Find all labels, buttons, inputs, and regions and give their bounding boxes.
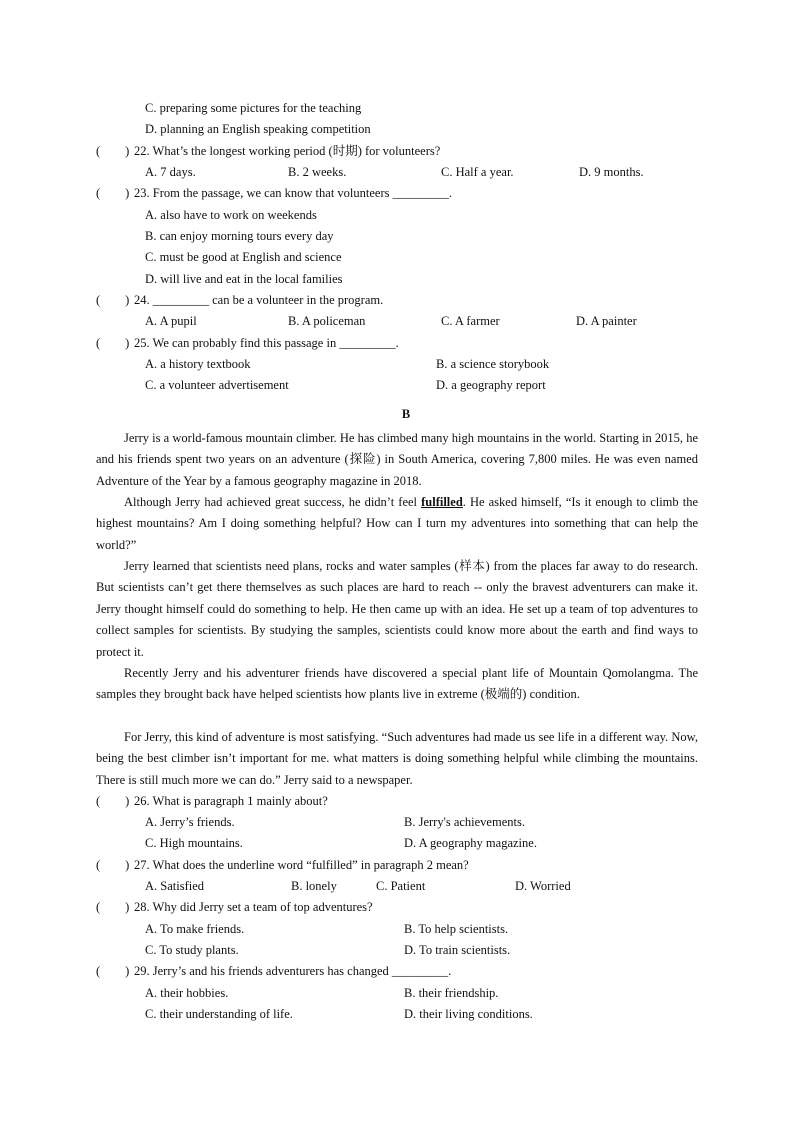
paragraph-2-text-before: Although Jerry had achieved great success, he didn’t feel <box>124 495 422 509</box>
q24-option-b: B. A policeman <box>288 314 366 328</box>
q22-option-b: B. 2 weeks. <box>288 165 347 179</box>
underlined-word-fulfilled: fulfilled <box>421 495 463 509</box>
q28-stem: 28. Why did Jerry set a team of top adventures? <box>134 900 373 914</box>
answer-bracket: ( ) <box>96 186 130 200</box>
q26-stem: 26. What is paragraph 1 mainly about? <box>134 794 328 808</box>
q29-stem: 29. Jerry’s and his friends adventurers has changed _________. <box>134 964 452 978</box>
q26-option-d: D. A geography magazine. <box>404 836 537 850</box>
passage-paragraph-3: Jerry learned that scientists need plans, rocks and water samples (样本) from the places far away to do research. But scientists can’t get there themselves as such places are hard to reach -- only the bravest adventurers can make it. Jerry thought himself could do something to help. He then came up with an idea. He set up a team of top adventures to collect samples for scientists. By studying the samples, scientists could know more about the earth and find ways to protect it. <box>96 559 698 659</box>
answer-bracket: ( ) <box>96 858 130 872</box>
q22-option-a: A. 7 days. <box>145 165 196 179</box>
answer-bracket: ( ) <box>96 964 130 978</box>
q27-option-b: B. lonely <box>291 879 337 893</box>
q25-option-b: B. a science storybook <box>436 357 550 371</box>
q23-stem: 23. From the passage, we can know that volunteers _________. <box>134 186 452 200</box>
q25-option-d: D. a geography report <box>436 378 546 392</box>
answer-bracket: ( ) <box>96 336 130 350</box>
q21-option-c: C. preparing some pictures for the teaching <box>145 101 362 115</box>
q24-stem: 24. _________ can be a volunteer in the program. <box>134 293 384 307</box>
answer-bracket: ( ) <box>96 900 130 914</box>
answer-bracket: ( ) <box>96 794 130 808</box>
q26-option-a: A. Jerry’s friends. <box>145 815 235 829</box>
q29-option-c: C. their understanding of life. <box>145 1007 293 1021</box>
passage-paragraph-5: For Jerry, this kind of adventure is most satisfying. “Such adventures had made us see life in a different way. Now, being the best climber isn’t important for me. what matters is doing something helpful while climbing the mountains. There is still much more we can do.” Jerry said to a newspaper. <box>96 730 698 787</box>
q23-option-c: C. must be good at English and science <box>145 250 342 264</box>
q28-option-b: B. To help scientists. <box>404 922 509 936</box>
paragraph-2-text-after: . He asked himself, “Is it enough to climb the highest mountains? Am I doing something helpful? How can I turn my adventures into something that can help the world?” <box>96 495 699 552</box>
q28-option-d: D. To train scientists. <box>404 943 511 957</box>
q27-option-d: D. Worried <box>515 879 571 893</box>
answer-bracket: ( ) <box>96 293 130 307</box>
q28-option-c: C. To study plants. <box>145 943 239 957</box>
q27-stem: 27. What does the underline word “fulfilled” in paragraph 2 mean? <box>134 858 469 872</box>
q24-option-c: C. A farmer <box>441 314 500 328</box>
q25-stem: 25. We can probably find this passage in _________. <box>134 336 399 350</box>
q25-option-c: C. a volunteer advertisement <box>145 378 289 392</box>
q23-option-d: D. will live and eat in the local families <box>145 272 343 286</box>
q22-option-d: D. 9 months. <box>579 165 644 179</box>
q22-stem: 22. What’s the longest working period (时期) for volunteers? <box>134 144 441 158</box>
q26-option-c: C. High mountains. <box>145 836 243 850</box>
q26-option-b: B. Jerry's achievements. <box>404 815 525 829</box>
q29-option-b: B. their friendship. <box>404 986 499 1000</box>
passage-paragraph-4: Recently Jerry and his adventurer friends have discovered a special plant life of Mountain Qomolangma. The samples they brought back have helped scientists how plants live in extreme (极端的) condition. <box>96 666 698 702</box>
q25-option-a: A. a history textbook <box>145 357 251 371</box>
q22-option-c: C. Half a year. <box>441 165 514 179</box>
q24-option-d: D. A painter <box>576 314 637 328</box>
passage-paragraph-2 <box>96 492 698 556</box>
q23-option-a: A. also have to work on weekends <box>145 208 317 222</box>
section-title: B <box>401 407 411 421</box>
q24-option-a: A. A pupil <box>145 314 197 328</box>
q23-option-b: B. can enjoy morning tours every day <box>145 229 334 243</box>
q21-option-d: D. planning an English speaking competition <box>145 122 371 136</box>
answer-bracket: ( ) <box>96 144 130 158</box>
q29-option-a: A. their hobbies. <box>145 986 229 1000</box>
q27-option-a: A. Satisfied <box>145 879 205 893</box>
q27-option-c: C. Patient <box>376 879 426 893</box>
passage-paragraph-1: Jerry is a world-famous mountain climber. He has climbed many high mountains in the world. Starting in 2015, he and his friends spent two years on an adventure (探险) in South America, covering 7,800 miles. He was even named Adventure of the Year by a famous geography magazine in 2018. <box>96 431 698 488</box>
q29-option-d: D. their living conditions. <box>404 1007 533 1021</box>
q28-option-a: A. To make friends. <box>145 922 245 936</box>
